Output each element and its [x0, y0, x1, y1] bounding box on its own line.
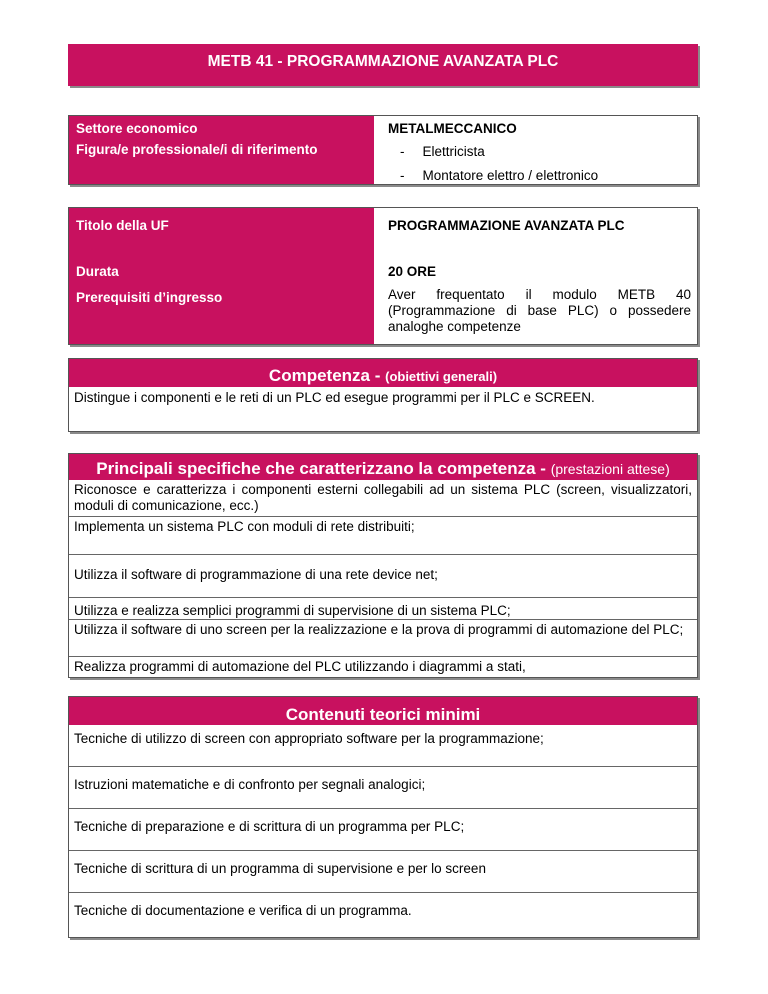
contenuti-section — [68, 696, 698, 938]
list-item: Tecniche di preparazione e di scrittura di un programma per PLC; — [69, 809, 697, 851]
durata-label: Durata — [76, 264, 119, 279]
list-item: Utilizza il software di uno screen per la realizzazione e la prova di programmi di automazione del PLC; — [69, 620, 697, 657]
settore-label: Settore economico — [76, 121, 198, 136]
specifiche-section — [68, 453, 698, 678]
specifiche-heading-note: (prestazioni attese) — [550, 461, 670, 477]
competenza-section — [68, 358, 698, 432]
title-bar — [68, 44, 698, 86]
figura-text: Montatore elettro / elettronico — [422, 168, 599, 183]
settore-figura-values — [381, 116, 697, 184]
list-item: Realizza programmi di automazione del PLC utilizzando i diagrammi a stati, — [74, 659, 526, 674]
prereq-value: Aver frequentato il modulo METB 40 (Programmazione di base PLC) o possedere analoghe competenze — [388, 287, 691, 334]
figura-item — [400, 168, 690, 183]
list-item: Tecniche di documentazione e verifica di un programma. — [74, 903, 412, 918]
figura-bullet: - — [400, 168, 405, 183]
page-title: METB 41 - PROGRAMMAZIONE AVANZATA PLC — [207, 53, 559, 70]
settore-value: METALMECCANICO — [388, 121, 517, 136]
settore-figura-labels — [69, 116, 374, 184]
figura-text: Elettricista — [422, 144, 485, 159]
list-item: Tecniche di scrittura di un programma di supervisione e per lo screen — [69, 851, 697, 893]
titolo-value: PROGRAMMAZIONE AVANZATA PLC — [388, 218, 625, 233]
competenza-heading-text: Competenza - — [268, 366, 386, 385]
uf-values — [381, 208, 697, 344]
contenuti-heading — [69, 697, 697, 725]
contenuti-heading-text: Contenuti teorici minimi — [285, 705, 481, 724]
uf-labels — [69, 208, 374, 344]
specifiche-list — [69, 480, 697, 677]
prereq-label: Prerequisiti d’ingresso — [76, 290, 223, 305]
figura-item — [400, 144, 690, 159]
list-item: Istruzioni matematiche e di confronto per segnali analogici; — [69, 767, 697, 809]
contenuti-list — [69, 725, 697, 937]
list-item: Utilizza e realizza semplici programmi di supervisione di un sistema PLC; — [69, 598, 697, 620]
figura-label: Figura/e professionale/i di riferimento — [76, 142, 318, 157]
list-item: Tecniche di utilizzo di screen con appropriato software per la programmazione; — [69, 725, 697, 767]
specifiche-heading-text: Principali specifiche che caratterizzano la competenza - — [96, 459, 551, 478]
list-item: Riconosce e caratterizza i componenti esterni collegabili ad un sistema PLC (screen, visualizzatori, moduli di comunicazione, ecc.) — [69, 480, 697, 517]
competenza-heading — [69, 359, 697, 387]
competenza-text: Distingue i componenti e le reti di un PLC ed esegue programmi per il PLC e SCREEN. — [74, 390, 595, 405]
info-block-settore — [68, 115, 698, 185]
figura-bullet: - — [400, 144, 405, 159]
titolo-label: Titolo della UF — [76, 218, 169, 233]
list-item: Implementa un sistema PLC con moduli di rete distribuiti; — [69, 517, 697, 555]
info-block-uf — [68, 207, 698, 345]
list-item: Utilizza il software di programmazione di una rete device net; — [69, 555, 697, 598]
specifiche-heading — [69, 454, 697, 480]
durata-value: 20 ORE — [388, 264, 437, 279]
competenza-heading-note: (obiettivi generali) — [385, 369, 498, 384]
